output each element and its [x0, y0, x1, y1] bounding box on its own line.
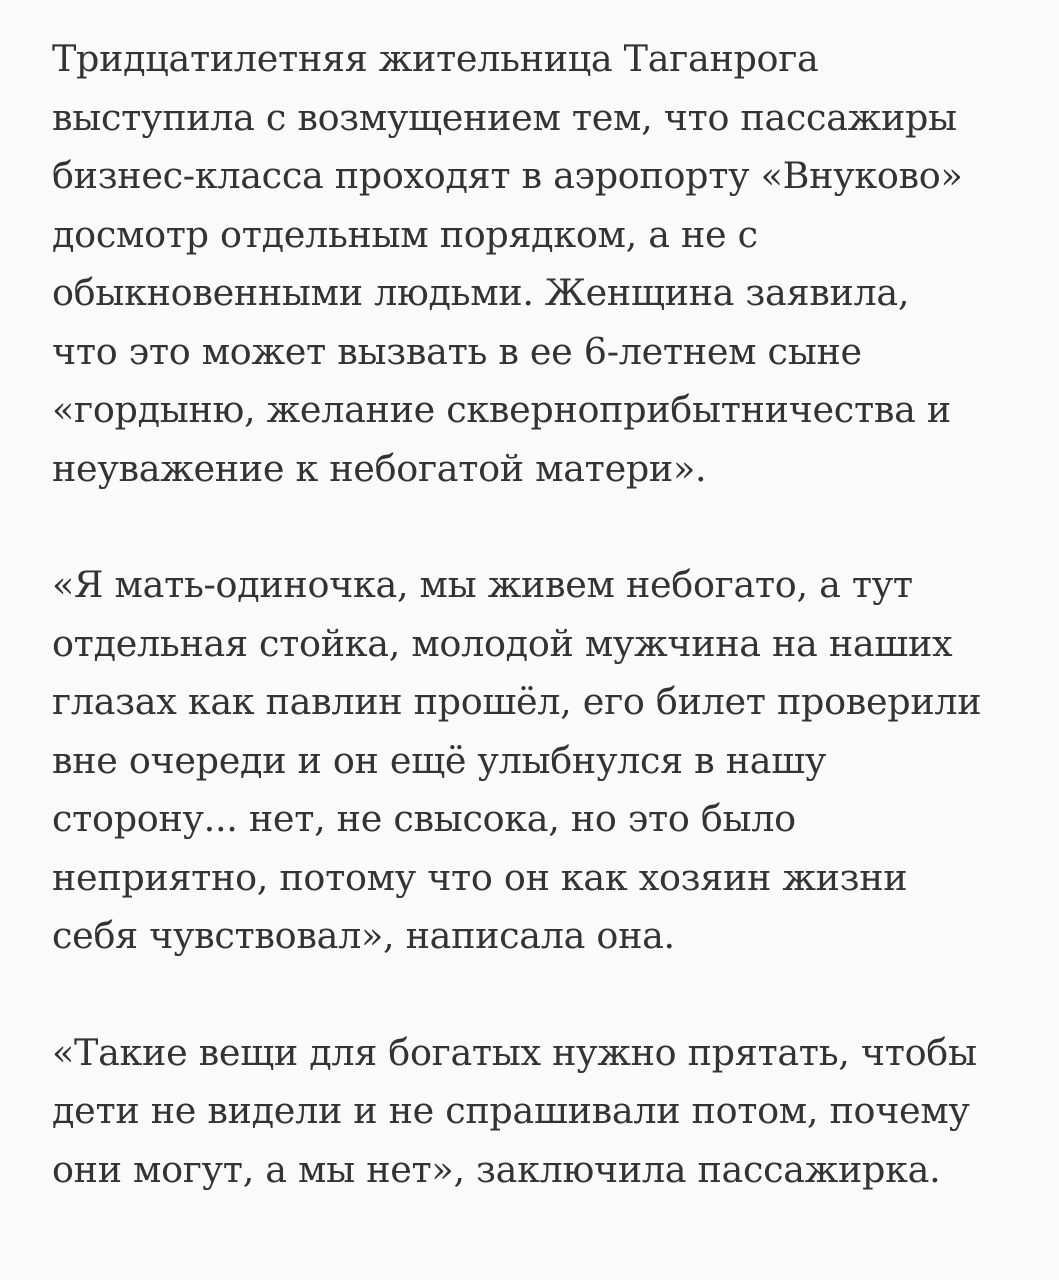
text-line: неуважение к небогатой матери».: [52, 446, 707, 490]
paragraph-spacer: [52, 966, 1019, 1024]
text-line: они могут, а мы нет», заключила пассажирка.: [52, 1147, 941, 1191]
text-line: вне очереди и он ещё улыбнулся в нашу: [52, 738, 827, 782]
paragraph-spacer: [52, 498, 1019, 556]
text-line: выступила с возмущением тем, что пассажиры: [52, 95, 957, 139]
text-line: отдельная стойка, молодой мужчина на наших: [52, 621, 953, 665]
text-line: «гордыню, желание скверноприбытничества и: [52, 388, 951, 431]
text-line: «Такие вещи для богатых нужно прятать, чтобы: [52, 1030, 977, 1074]
paragraph-2: [52, 556, 1019, 966]
text-line: глазах как павлин прошёл, его билет проверили: [52, 680, 982, 723]
text-line: бизнес-класса проходят в аэропорту «Внуково»: [52, 154, 963, 197]
paragraph-1: [52, 30, 1019, 498]
text-line: «Я мать-одиночка, мы живем небогато, а тут: [52, 563, 913, 606]
text-line: Тридцатилетняя жительница Таганрога: [52, 37, 819, 80]
text-line: неприятно, потому что он как хозяин жизни: [52, 855, 908, 899]
text-line: что это может вызвать в ее 6-летнем сыне: [52, 329, 862, 373]
text-line: обыкновенными людьми. Женщина заявила,: [52, 271, 910, 314]
text-line: сторону... нет, не свысока, но это было: [52, 797, 796, 840]
text-line: досмотр отдельным порядком, а не с: [52, 212, 758, 256]
paragraph-3: [52, 1024, 1019, 1200]
text-line: себя чувствовал», написала она.: [52, 914, 675, 957]
text-line: дети не видели и не спрашивали потом, почему: [52, 1089, 970, 1132]
